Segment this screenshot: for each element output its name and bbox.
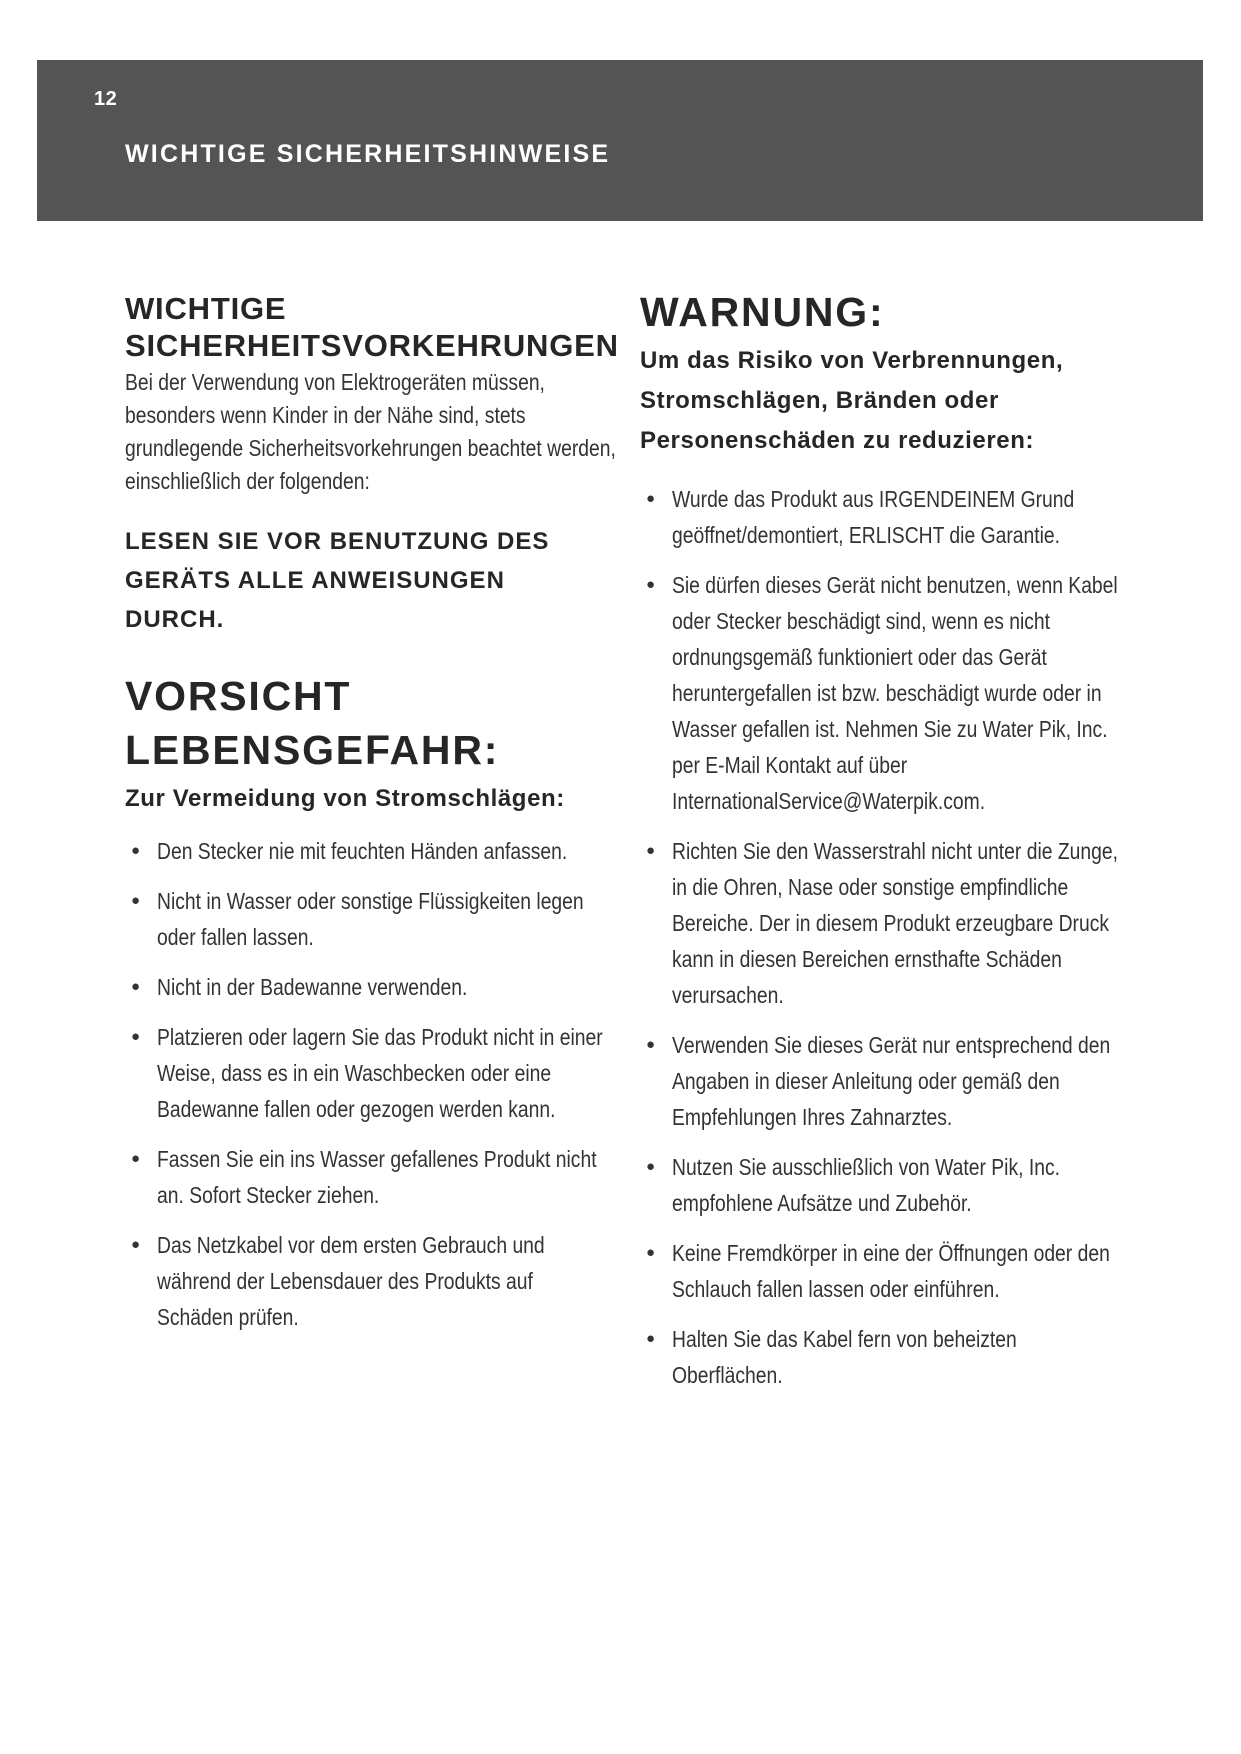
list-item: ● Keine Fremdkörper in eine der Öffnungen oder den Schlauch fallen lassen oder einführen. [640,1235,1110,1307]
list-item: ● Den Stecker nie mit feuchten Händen anfassen. [125,833,605,869]
warning-title: WARNUNG: [640,289,885,335]
page-number: 12 [94,88,118,110]
danger-title-line1: VORSICHT [125,673,352,719]
precautions-title [125,290,619,364]
list-item: ● Nicht in Wasser oder sonstige Flüssigkeiten legen oder fallen lassen. [125,883,605,955]
list-item: ● Sie dürfen dieses Gerät nicht benutzen, wenn Kabel oder Stecker beschädigt sind, wenn es nicht ordnungsgemäß funktioniert oder das Gerät heruntergefallen ist bzw. beschädigt wurde oder in Wasser gefallen ist. Nehmen Sie zu Water Pik, Inc. per E-Mail Kontakt auf über InternationalService@Waterpik.com. [640,567,1110,819]
precautions-title-line2: SICHERHEITSVORKEHRUNGEN [125,328,619,363]
list-item: ● Platzieren oder lagern Sie das Produkt nicht in einer Weise, dass es in ein Waschbecken oder eine Badewanne fallen oder gezogen werden kann. [125,1019,605,1127]
danger-title [125,669,605,777]
list-item: ● Halten Sie das Kabel fern von beheizten Oberflächen. [640,1321,1110,1393]
list-item: ● Fassen Sie ein ins Wasser gefallenes Produkt nicht an. Sofort Stecker ziehen. [125,1141,605,1213]
danger-subtitle: Zur Vermeidung von Stromschlägen: [125,785,565,812]
warning-subtitle: Um das Risiko von Verbrennungen, Stromschlägen, Bränden oder Personenschäden zu reduzieren: [640,347,1064,454]
header-title: WICHTIGE SICHERHEITSHINWEISE [125,140,611,168]
list-item: ● Das Netzkabel vor dem ersten Gebrauch und während der Lebensdauer des Produkts auf Schäden prüfen. [125,1227,605,1335]
right-column [640,285,1119,1407]
list-item: ● Richten Sie den Wasserstrahl nicht unter die Zunge, in die Ohren, Nase oder sonstige empfindliche Bereiche. Der in diesem Produkt erzeugbare Druck kann in diesen Bereichen ernsthafte Schäden verursachen. [640,833,1110,1013]
read-instructions-heading: LESEN SIE VOR BENUTZUNG DES GERÄTS ALLE ANWEISUNGEN DURCH. [125,528,550,633]
left-column [125,290,619,1349]
danger-bullet-list [125,833,605,1335]
danger-title-line2: LEBENSGEFAHR: [125,727,500,773]
list-item: ● Wurde das Produkt aus IRGENDEINEM Grund geöffnet/demontiert, ERLISCHT die Garantie. [640,481,1110,553]
precautions-text: Bei der Verwendung von Elektrogeräten müssen, besonders wenn Kinder in der Nähe sind, stets grundlegende Sicherheitsvorkehrungen beachtet werden, einschließlich der folgenden: [125,369,616,494]
list-item: ● Verwenden Sie dieses Gerät nur entsprechend den Angaben in dieser Anleitung oder gemäß den Empfehlungen Ihres Zahnarztes. [640,1027,1110,1135]
page-header [37,60,1203,221]
warning-bullet-list [640,481,1119,1393]
list-item: ● Nicht in der Badewanne verwenden. [125,969,605,1005]
precautions-title-line1: WICHTIGE [125,291,287,326]
list-item: ● Nutzen Sie ausschließlich von Water Pik, Inc. empfohlene Aufsätze und Zubehör. [640,1149,1110,1221]
